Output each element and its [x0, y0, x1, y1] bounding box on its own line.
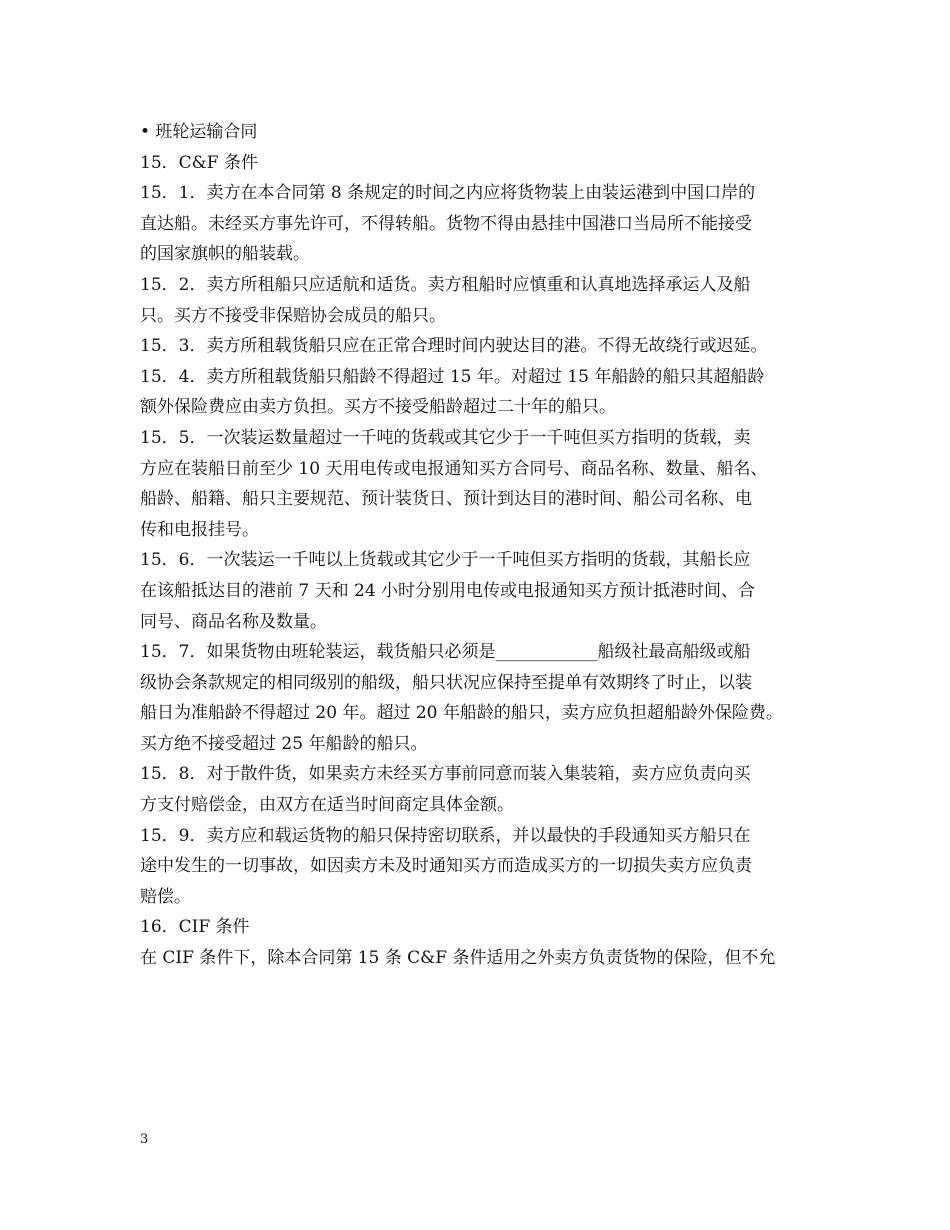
text-line: 额外保险费应由卖方负担。买方不接受船龄超过二十年的船只。: [140, 397, 616, 418]
text-line: 方应在装船日前至少 10 天用电传或电报通知买方合同号、商品名称、数量、船名、: [140, 458, 768, 479]
text-line: 级协会条款规定的相同级别的船级，船只状况应保持至提单有效期终了时止，以装: [140, 672, 752, 693]
text-line: 15．8．对于散件货，如果卖方未经买方事前同意而装入集装箱，卖方应负责向买: [140, 764, 751, 785]
text-line: 途中发生的一切事故，如因卖方未及时通知买方而造成买方的一切损失卖方应负责: [140, 856, 752, 877]
text-line: 船龄、船籍、船只主要规范、预计装货日、预计到达目的港时间、船公司名称、电: [140, 489, 752, 510]
text-line: 直达船。未经买方事先许可，不得转船。货物不得由悬挂中国港口当局所不能接受: [140, 213, 752, 234]
text-line: • 班轮运输合同: [140, 122, 258, 142]
text-line: 15．5．一次装运数量超过一千吨的货载或其它少于一千吨但买方指明的货载，卖: [140, 427, 751, 448]
text-line: 的国家旗帜的船装载。: [140, 244, 310, 265]
text-line: 在该船抵达目的港前 7 天和 24 小时分别用电传或电报通知买方预计抵港时间、合: [140, 580, 756, 601]
text-line: 15．1．卖方在本合同第 8 条规定的时间之内应将货物装上由装运港到中国口岸的: [140, 183, 756, 204]
text-line: 16．CIF 条件: [140, 917, 250, 938]
text-line: 同号、商品名称及数量。: [140, 611, 327, 632]
text-line: 传和电报挂号。: [140, 519, 259, 540]
text-line: 15．7．如果货物由班轮装运，载货船只必须是____________船级社最高船级或船: [140, 642, 751, 663]
text-line: 15．6．一次装运一千吨以上货载或其它少于一千吨但买方指明的货载，其船长应: [140, 550, 751, 571]
text-line: 15．C&F 条件: [140, 152, 258, 173]
text-line: 方支付赔偿金，由双方在适当时间商定具体金额。: [140, 795, 514, 816]
text-line: 15．9．卖方应和载运货物的船只保持密切联系，并以最快的手段通知买方船只在: [140, 825, 751, 846]
document-body: [140, 117, 818, 974]
text-line: 15．3．卖方所租载货船只应在正常合理时间内驶达目的港。不得无故绕行或迟延。: [140, 336, 768, 357]
text-line: 船日为准船龄不得超过 20 年。超过 20 年船龄的船只，卖方应负担超船龄外保险费。: [140, 703, 783, 724]
text-line: 买方绝不接受超过 25 年船龄的船只。: [140, 733, 428, 754]
text-line: 15．2．卖方所租船只应适航和适货。卖方租船时应慎重和认真地选择承运人及船: [140, 274, 751, 295]
page-number: 3: [140, 1132, 149, 1147]
text-line: 在 CIF 条件下，除本合同第 15 条 C&F 条件适用之外卖方负责货物的保险，但不允: [140, 948, 776, 969]
text-line: 15．4．卖方所租载货船只船龄不得超过 15 年。对超过 15 年船龄的船只其超船龄: [140, 366, 765, 387]
text-line: 赔偿。: [140, 886, 191, 907]
text-line: 只。买方不接受非保赔协会成员的船只。: [140, 305, 446, 326]
